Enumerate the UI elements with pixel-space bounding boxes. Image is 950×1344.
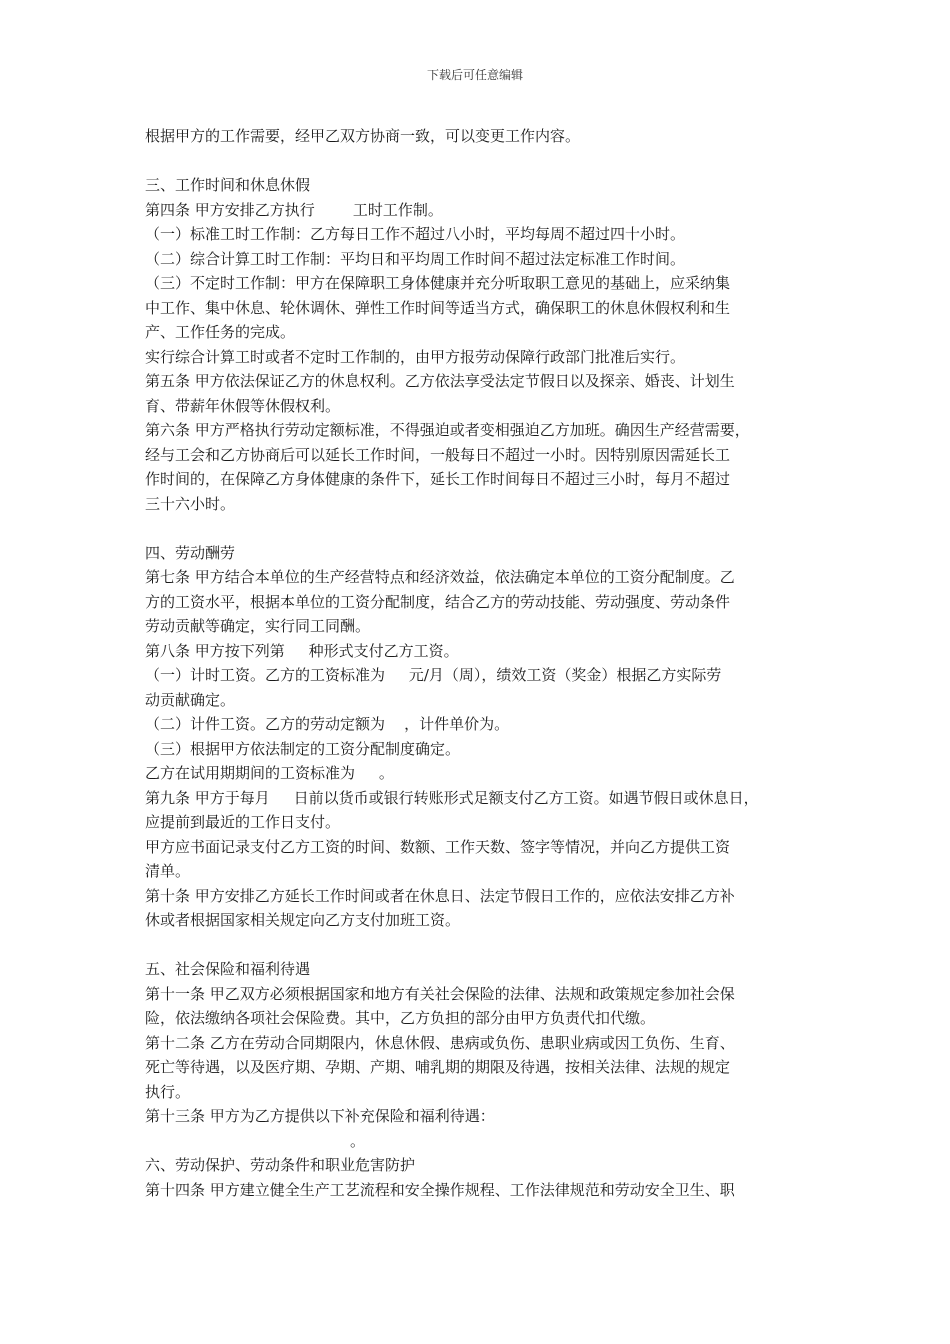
article-5-line-2: 育、带薪年休假等休假权利。 bbox=[145, 396, 341, 415]
article-7-line-2: 方的工资水平，根据本单位的工资分配制度，结合乙方的劳动技能、劳动强度、劳动条件 bbox=[145, 592, 731, 611]
article-4-item-1: （一）标准工时工作制：乙方每日工作不超过八小时，平均每周不超过四十小时。 bbox=[145, 225, 686, 243]
article-12-line-1: 第十二条 乙方在劳动合同期限内，休息休假、患病或负伤、患职业病或因工负伤、生育、 bbox=[145, 1033, 735, 1052]
article-11-line-1: 第十一条 甲乙双方必须根据国家和地方有关社会保险的法律、法规和政策规定参加社会保 bbox=[145, 984, 735, 1003]
page-header: 下载后可任意编辑 bbox=[426, 68, 523, 82]
article-4-item-2: （二）综合计算工时工作制：平均日和平均周工作时间不超过法定标准工作时间。 bbox=[145, 249, 686, 268]
article-9-line-2: 应提前到最近的工作日支付。 bbox=[145, 813, 341, 831]
section-6-title: 六、劳动保护、劳动条件和职业危害防护 bbox=[145, 1156, 416, 1174]
article-6-line-2: 经与工会和乙方协商后可以延长工作时间，一般每日不超过一小时。因特别原因需延长工 bbox=[145, 445, 731, 464]
article-14-line-1: 第十四条 甲方建立健全生产工艺流程和安全操作规程、工作法律规范和劳动安全卫生、职 bbox=[145, 1180, 735, 1199]
blank-line bbox=[145, 516, 820, 541]
article-9-note-line-1: 甲方应书面记录支付乙方工资的时间、数额、工作天数、签字等情况，并向乙方提供工资 bbox=[145, 837, 731, 856]
article-8-item-2: （二）计件工资。乙方的劳动定额为 ，计件单价为。 bbox=[145, 715, 510, 733]
article-6-line-4: 三十六小时。 bbox=[145, 494, 236, 513]
article-8: 第八条 甲方按下列第 种形式支付乙方工资。 bbox=[145, 641, 459, 660]
article-7-line-3: 劳动贡献等确定，实行同工同酬。 bbox=[145, 617, 371, 635]
section-4-title: 四、劳动酬劳 bbox=[145, 543, 236, 562]
article-4-note: 实行综合计算工时或者不定时工作制的，由甲方报劳动保障行政部门批准后实行。 bbox=[145, 347, 686, 366]
article-4: 第四条 甲方安排乙方执行 工时工作制。 bbox=[145, 200, 443, 219]
article-12-line-3: 执行。 bbox=[145, 1082, 191, 1101]
article-8-item-1-line-1: （一）计时工资。乙方的工资标准为 元/月（周），绩效工资（奖金）根据乙方实际劳 bbox=[145, 666, 722, 684]
article-4-item-3-line-1: （三）不定时工作制：甲方在保障职工身体健康并充分听取职工意见的基础上，应采纳集 bbox=[145, 274, 731, 292]
article-4-item-3-line-2: 中工作、集中休息、轮休调休、弹性工作时间等适当方式，确保职工的休息休假权利和生 bbox=[145, 298, 731, 317]
article-6-line-3: 作时间的，在保障乙方身体健康的条件下，延长工作时间每日不超过三小时，每月不超过 bbox=[145, 470, 731, 488]
article-8-probation: 乙方在试用期期间的工资标准为 。 bbox=[145, 764, 394, 782]
article-12-line-2: 死亡等待遇，以及医疗期、孕期、产期、哺乳期的期限及待遇，按相关法律、法规的规定 bbox=[145, 1058, 731, 1076]
article-8-item-1-line-2: 动贡献确定。 bbox=[145, 690, 236, 709]
blank-line bbox=[145, 149, 820, 174]
article-13-period: 。 bbox=[350, 1131, 366, 1150]
article-8-item-3: （三）根据甲方依法制定的工资分配制度确定。 bbox=[145, 739, 461, 758]
article-10-line-2: 休或者根据国家相关规定向乙方支付加班工资。 bbox=[145, 911, 461, 929]
section-5-title: 五、社会保险和福利待遇 bbox=[145, 960, 311, 978]
document-body bbox=[145, 124, 820, 1202]
section-3-title: 三、工作时间和休息休假 bbox=[145, 176, 311, 194]
article-6-line-1: 第六条 甲方严格执行劳动定额标准，不得强迫或者变相强迫乙方加班。确因生产经营需要， bbox=[145, 421, 750, 439]
article-7-line-1: 第七条 甲方结合本单位的生产经营特点和经济效益，依法确定本单位的工资分配制度。乙 bbox=[145, 568, 735, 586]
article-11-line-2: 险，依法缴纳各项社会保险费。其中，乙方负担的部分由甲方负责代扣代缴。 bbox=[145, 1009, 656, 1027]
article-13: 第十三条 甲方为乙方提供以下补充保险和福利待遇： bbox=[145, 1107, 495, 1125]
article-5-line-1: 第五条 甲方依法保证乙方的休息权利。乙方依法享受法定节假日以及探亲、婚丧、计划生 bbox=[145, 372, 735, 390]
article-4-item-3-line-3: 产、工作任务的完成。 bbox=[145, 323, 296, 341]
article-10-line-1: 第十条 甲方安排乙方延长工作时间或者在休息日、法定节假日工作的，应依法安排乙方补 bbox=[145, 886, 735, 905]
article-9-line-1: 第九条 甲方于每月 日前以货币或银行转账形式足额支付乙方工资。如遇节假日或休息日， bbox=[145, 788, 759, 807]
blank-line bbox=[145, 933, 820, 958]
article-9-note-line-2: 清单。 bbox=[145, 862, 191, 880]
paragraph-intro: 根据甲方的工作需要，经甲乙双方协商一致，可以变更工作内容。 bbox=[145, 127, 581, 145]
